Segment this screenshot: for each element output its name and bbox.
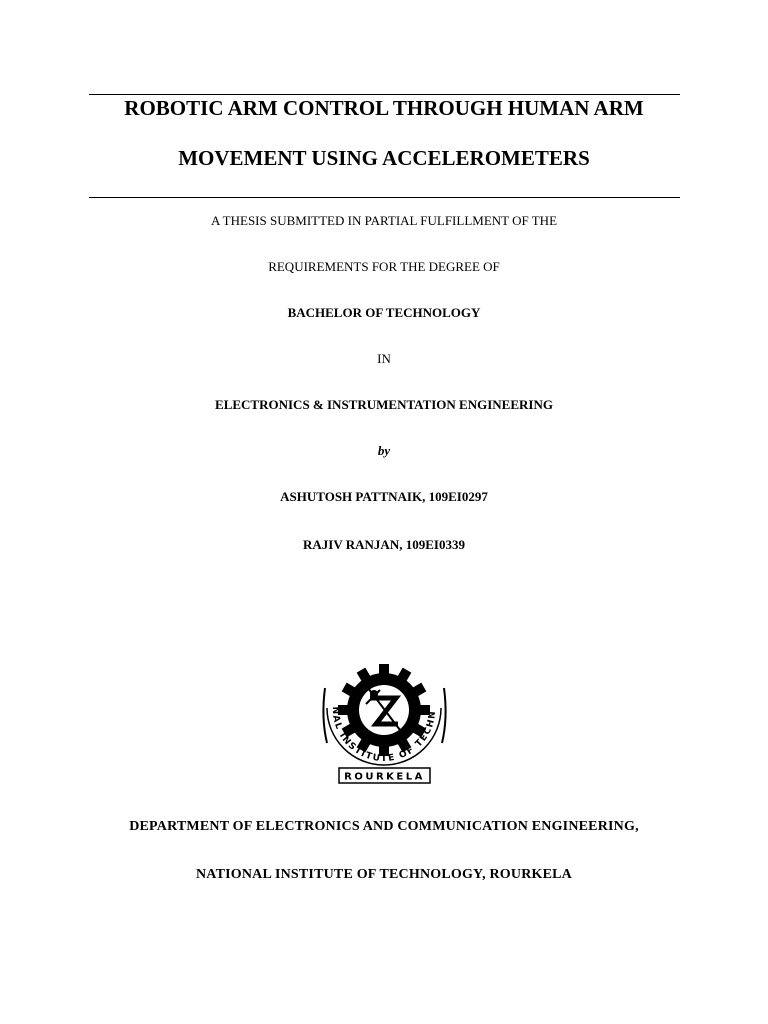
thesis-title-line-2: MOVEMENT USING ACCELEROMETERS bbox=[178, 146, 590, 170]
author-1: ASHUTOSH PATTNAIK, 109EI0297 bbox=[280, 489, 488, 504]
nit-rourkela-logo bbox=[317, 648, 452, 788]
department-name: DEPARTMENT OF ELECTRONICS AND COMMUNICATION ENGINEERING, bbox=[129, 819, 639, 834]
institute-name: NATIONAL INSTITUTE OF TECHNOLOGY, ROURKELA bbox=[196, 867, 572, 882]
submission-line-2: REQUIREMENTS FOR THE DEGREE OF bbox=[268, 259, 500, 274]
by-word: by bbox=[377, 443, 391, 458]
in-word: IN bbox=[377, 351, 391, 366]
thesis-title-line-1: ROBOTIC ARM CONTROL THROUGH HUMAN ARM bbox=[124, 96, 644, 120]
submission-line-1: A THESIS SUBMITTED IN PARTIAL FULFILLMENT OF THE bbox=[210, 213, 558, 228]
logo-ring-text: NAL INSTITUTE OF TECHN bbox=[329, 706, 439, 765]
top-rule bbox=[89, 94, 680, 95]
bottom-rule bbox=[89, 197, 680, 198]
logo-place-text: ROURKELA bbox=[344, 771, 425, 783]
branch-name: ELECTRONICS & INSTRUMENTATION ENGINEERING bbox=[215, 397, 553, 412]
author-2: RAJIV RANJAN, 109EI0339 bbox=[303, 537, 465, 552]
degree-name: BACHELOR OF TECHNOLOGY bbox=[287, 305, 481, 320]
